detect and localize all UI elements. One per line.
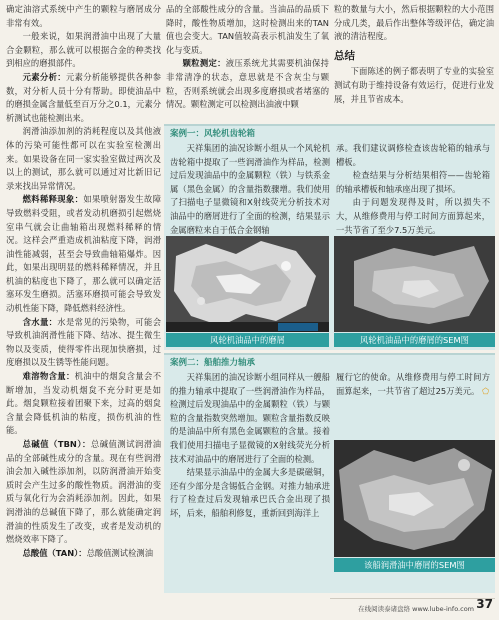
case2-body-left	[170, 371, 330, 521]
case1-savings: 由于问题发现得及时，所以损失不大，从维修费用与停工时间方面算起来，一共节省了至少7.5万美元。	[336, 197, 490, 235]
case1-result: 检查结果与分析结果相符——齿轮箱的轴承槽板和轴承座出现了损坏。	[336, 170, 490, 194]
footer-site: 在线阅读泰诸盘络 www.lube-info.com	[358, 605, 474, 613]
ship-debris-sem-image	[334, 440, 495, 557]
term-heading: 颗粒测定：	[182, 58, 226, 69]
summary-text: 下面陈述的例子都表明了专业的实验室测试有助于维持设备有效运行，促进行业发展，并且节省成本。	[334, 66, 494, 104]
column-right	[334, 3, 494, 106]
wind-turbine-debris-image	[166, 236, 329, 332]
paragraph: 粒的数量与大小，然后根据颗粒的大小范围分成几类，最后作出整体等级评估，确定油液的清洁程度。	[334, 4, 494, 42]
case2-body-right	[336, 371, 490, 398]
case1-body-right	[336, 142, 490, 237]
term-heading: 总酸值（TAN）：	[22, 547, 87, 558]
case1-text-cont: 承。我们建议调修检查该齿轮箱的轴承与槽板。	[336, 143, 490, 167]
paragraph-tan: 总酸值（TAN）：总酸值测试检测油	[22, 547, 153, 558]
paragraph-tbn: 总碱值（TBN）：总碱值测试润滑油品的全部碱性成分的含量。现在有些润滑油会加入碱性添加剂，以防润滑油开始变质时会产生过多的酸性物质。润滑油的变质与氧化行为会消耗添加剂。因此，如果润滑油的总碱值下降了，那么就能确定润滑油的性质发生了改变，或者是发动机的燃烧效率下降了。	[6, 439, 161, 545]
paragraph: 品的全部酸性成分的含量。当油品的品质下降时，酸性物质增加，这时检测出来的TAN值也会变大。TAN值较高表示机油发生了氧化与变质。	[166, 4, 329, 55]
paragraph: 润滑油添加剂的消耗程度以及其他液体的污染可能性都可以在实验室检测出来。如果设备在同一家实验室做过两次及以上的测试，那么就可以通过对比新旧记录来找出异常情况。	[6, 126, 161, 191]
case1-title: 案例一：风轮机齿轮箱	[170, 129, 256, 139]
paragraph: 一般来说，如果润滑油中出现了大量合金颗粒，那么就可以根据合金的种类找到相应的磨损部件。	[6, 31, 161, 69]
case2-text: 天祥集团的油况诊断小组同样从一艘船的推力轴承中提取了一些润滑油作为样品，检测过后发现油品中的金属颗粒（铁）与颗粒的含量指数突然增加。颗粒含量指数反映的是油品中所有黑色金属颗粒的含量。接着我们使用扫描电子显微镜的X射线荧光分析技术对油品中的磨屑进行了全面的检测。	[170, 372, 330, 464]
end-mark-icon: ⬠	[481, 385, 490, 396]
case1-body-left	[170, 142, 330, 237]
wind-turbine-sem-image	[334, 236, 495, 332]
column-middle	[166, 3, 329, 112]
ship-sem-caption: 该船润滑油中磨屑的SEM图	[334, 558, 495, 572]
case1-left-caption: 风轮机油品中的磨屑	[166, 333, 329, 347]
paragraph-water: 含水量：水是常见的污染物，可能会导致机油润滑性能下降、结冰、提生微生物以及变质，使得零件出现加快磨损，过度磨损以及生锈等性能问题。	[6, 316, 161, 368]
column-left	[6, 3, 161, 560]
paragraph: 确定油溶式系统中产生的颗粒与磨屑成分非常有效。	[6, 4, 161, 28]
term-heading: 含水量：	[22, 316, 58, 327]
case1-text: 天祥集团的油况诊断小组从一个风轮机齿轮箱中提取了一些润滑油作为样品，检测过后发现油品中的金属颗粒（铁）与铁系金属（黑色金属）的含量指数骤增。我们使用了扫描电子显微镜和X射线荧光分析技术对油品中的磨屑进行了全面的检测，结果显示金属磨粒来自于低合金钢轴	[170, 143, 330, 235]
case1-right-caption: 风轮机油品中的磨屑的SEM图	[334, 333, 495, 347]
term-heading: 元素分析：	[22, 71, 66, 82]
case2-title: 案例二：船舶推力轴承	[170, 358, 256, 368]
paragraph-particle: 颗粒测定：液压系统尤其需要机油保持非常清净的状态，意思就是不含灰尘与颗粒，否则系统就会出现多度磨损或者堵塞的情况。颗粒测定可以检测出油液中颗	[166, 58, 329, 110]
case2-savings: 履行它的使命。从维修费用与停工时间方面算起来，一共节省了超过25万美元。 ⬠	[336, 372, 490, 396]
page-number: 37	[476, 597, 493, 611]
term-heading: 难溶物含量：	[22, 371, 75, 382]
paragraph-element-analysis: 元素分析：元素分析能够提供各种参数，对分析人员十分有帮助。即使油品中的磨损金属含量低至百万分之0.1，元素分析测试也能检测出来。	[6, 71, 161, 123]
summary-title: 总结	[334, 49, 355, 62]
term-heading: 燃料稀释现象：	[22, 194, 84, 205]
paragraph-insolubles: 难溶物含量：机油中的烟炱含量会不断增加，当发动机烟炱不充分时更是如此。烟炱颗粒接着团聚下来，过高的烟炱含量会降低机油的粘度，损伤机油的性能。	[6, 371, 161, 436]
term-heading: 总碱值（TBN）：	[22, 439, 91, 449]
case2-result: 结果显示油品中的金属大多是碳磁铜，还有少部分是含锡低合金钢。对推力轴承进行了检查过后发现轴承巴氏合金出现了损坏，后来，船舶利修复，重新回到海洋上	[170, 467, 330, 518]
footer-divider	[330, 598, 495, 599]
paragraph-fuel-dilution: 燃料稀释现象：如果喷射器发生故障导致燃料受阻，或者发动机磨损引起燃烧室串气就会让曲轴箱出现燃料稀释的情况。这样会严重造成机油粘度下降，润滑油性能减弱，甚至会导致曲轴箱爆炸。因此，如果出现明显的燃料稀释情况，并且机油的粘度也下降了，那么就可以确定活塞环发生磨损。活塞环磨损可能会导致发动机性能下降，降低燃料经济性。	[6, 194, 161, 314]
